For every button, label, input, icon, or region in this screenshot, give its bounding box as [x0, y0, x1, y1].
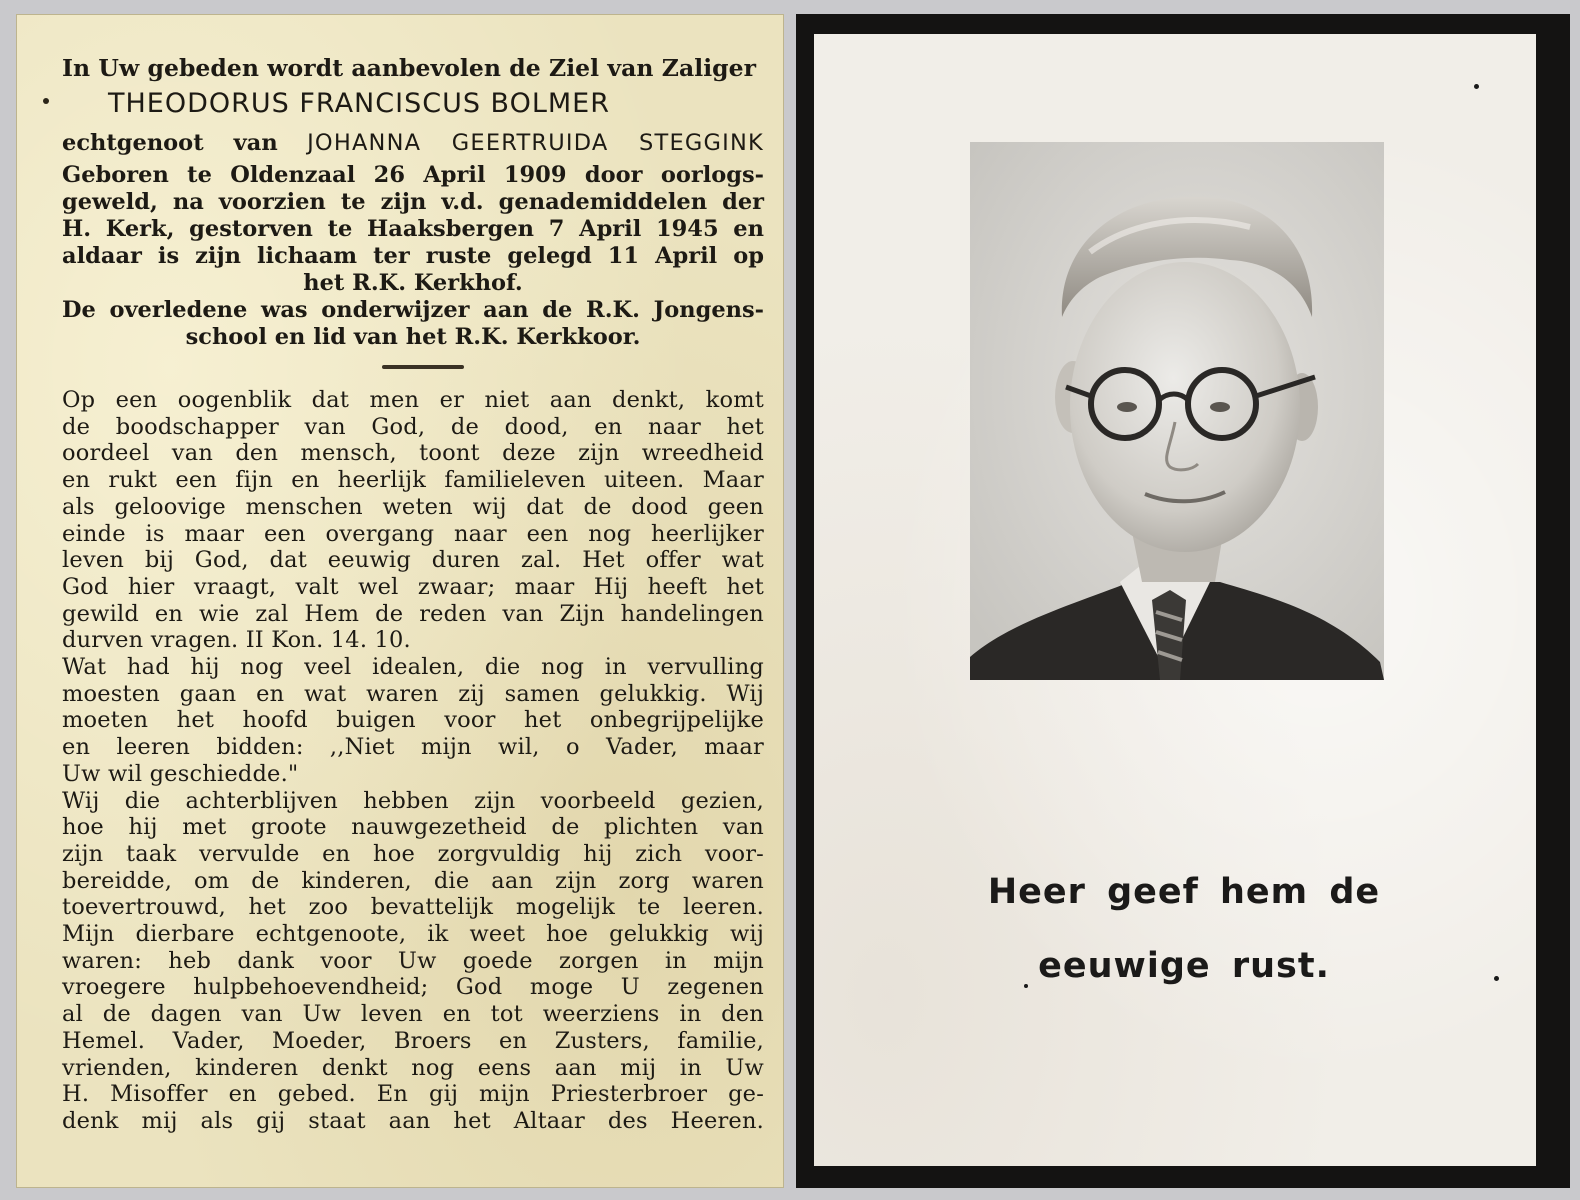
text-line: bereidde, om de kinderen, die aan zijn zorg waren [62, 867, 764, 894]
text-line: en rukt een fijn en heerlijk familieleven uiteen. Maar [62, 467, 764, 494]
intro-line: In Uw gebeden wordt aanbevolen de Ziel van Zaliger [62, 54, 757, 82]
card-paper [814, 34, 1536, 1166]
text-line: einde is maar een overgang naar een nog heerlijker [62, 520, 764, 547]
text-line: Uw wil geschiedde." [62, 760, 299, 787]
paper-speck [1494, 976, 1499, 981]
spouse-line [62, 124, 764, 162]
text-line: Wat had hij nog veel idealen, die nog in vervulling [62, 654, 764, 681]
bio-line: geweld, na voorzien te zijn v.d. genademiddelen der [62, 189, 764, 215]
prayer-card-photo-side [796, 14, 1570, 1188]
text-line: moesten gaan en wat waren zij samen gelukkig. Wij [62, 680, 764, 707]
text-line: al de dagen van Uw leven en tot weerziens in den [62, 1001, 764, 1028]
deceased-name: THEODORUS FRANCISCUS BOLMER [108, 88, 611, 119]
text-line: hoe hij met groote nauwgezetheid de plichten van [62, 814, 764, 841]
paper-speck [1474, 84, 1479, 89]
text-line: oordeel van den mensch, toont deze zijn wreedheid [62, 440, 764, 467]
text-line: denk mij als gij staat aan het Altaar des Heeren. [62, 1107, 764, 1134]
paragraph-3 [62, 788, 764, 1135]
bio-line: H. Kerk, gestorven te Haaksbergen 7 April 1945 en [62, 216, 764, 242]
bio-line: het R.K. Kerkhof. [303, 270, 523, 296]
text-line: H. Misoffer en gebed. En gij mijn Priesterbroer ge- [62, 1081, 764, 1108]
divider-ornament [382, 365, 464, 369]
portrait-photo [970, 142, 1384, 680]
bio-line: Geboren te Oldenzaal 26 April 1909 door oorlogs- [62, 162, 764, 188]
prayer-card-text-side [16, 14, 784, 1188]
occupation-line: De overledene was onderwijzer aan de R.K. Jongens- [62, 297, 764, 323]
spouse-prefix: echtgenoot van [62, 130, 278, 156]
text-line: leven bij God, dat eeuwig duren zal. Het offer wat [62, 547, 764, 574]
text-line: Mijn dierbare echtgenoote, ik weet hoe gelukkig wij [62, 921, 764, 948]
text-line: God hier vraagt, valt wel zwaar; maar Hij heeft het [62, 573, 764, 600]
portrait-image [970, 142, 1384, 680]
occupation-line: school en lid van het R.K. Kerkkoor. [185, 324, 641, 350]
spouse-name: JOHANNA GEERTRUIDA STEGGINK [307, 130, 764, 156]
text-line: en leeren bidden: ,,Niet mijn wil, o Vader, maar [62, 734, 764, 761]
text-line: Hemel. Vader, Moeder, Broers en Zusters, familie, [62, 1027, 764, 1054]
text-line: waren: heb dank voor Uw goede zorgen in mijn [62, 947, 764, 974]
caption-line-1: Heer geef hem de [987, 872, 1381, 912]
text-line: Wij die achterblijven hebben zijn voorbeeld gezien, [62, 787, 764, 814]
ink-dot [43, 98, 49, 104]
text-line: de boodschapper van God, de dood, en naar het [62, 413, 764, 440]
text-line: moeten het hoofd buigen voor het onbegrijpelijke [62, 707, 764, 734]
text-line: als geloovige menschen weten wij dat de dood geen [62, 493, 764, 520]
paragraph-1 [62, 387, 764, 654]
text-line: vrienden, kinderen denkt nog eens aan mij in Uw [62, 1054, 764, 1081]
caption-line-2: eeuwige rust. [1038, 946, 1330, 986]
paper-speck [1024, 984, 1028, 988]
bio-line: aldaar is zijn lichaam ter ruste gelegd 11 April op [62, 243, 764, 269]
text-line: durven vragen. II Kon. 14. 10. [62, 627, 411, 654]
text-line: vroegere hulpbehoevendheid; God moge U zegenen [62, 974, 764, 1001]
card-text-block [62, 52, 764, 1135]
text-line: zijn taak vervulde en hoe zorgvuldig hij zich voor- [62, 840, 764, 867]
text-line: gewild en wie zal Hem de reden van Zijn handelingen [62, 600, 764, 627]
biography [62, 162, 764, 351]
paragraph-2 [62, 654, 764, 788]
text-line: toevertrouwd, het zoo bevattelijk mogelijk te leeren. [62, 894, 764, 921]
text-line: Op een oogenblik dat men er niet aan denkt, komt [62, 387, 764, 413]
